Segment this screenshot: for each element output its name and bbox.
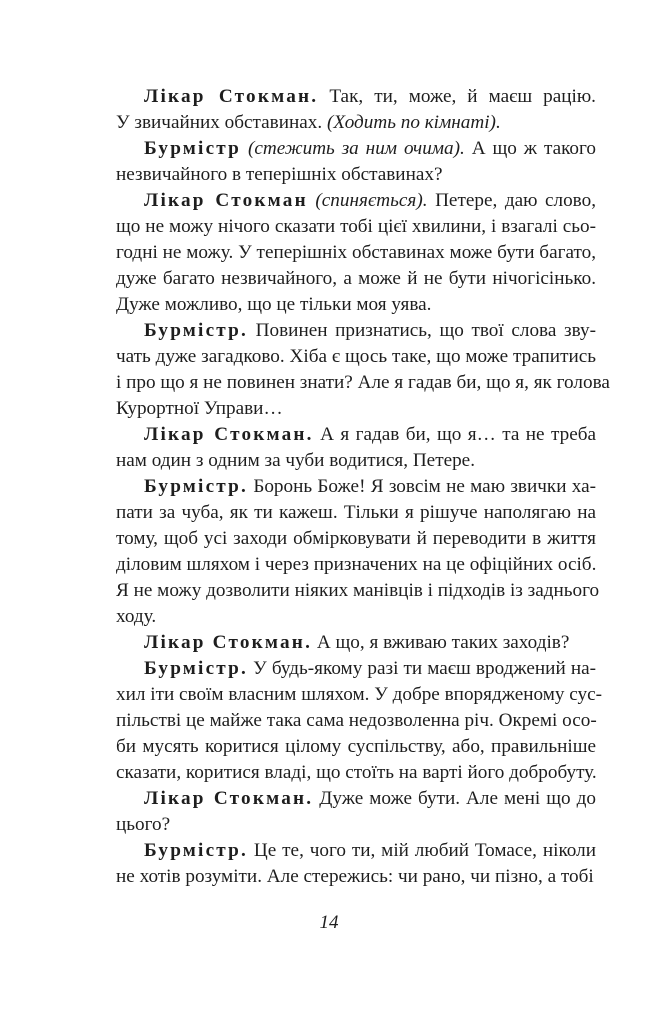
line-text: Дуже можливо, що це тільки моя уява. (116, 294, 432, 315)
speaker-name: Лікар Стокман. (144, 424, 314, 445)
line-text: чать дуже загадково. Хіба є щось таке, що може трапитись (116, 346, 596, 367)
stage-direction: (стежить за ним очима). (247, 138, 465, 159)
line-text: Так, ти, може, й маєш рацію. (318, 86, 596, 107)
speaker-name: Лікар Стокман. (144, 86, 319, 107)
text-line (116, 136, 596, 162)
line-text: годні не можу. У теперішніх обставинах може бути багато, (116, 242, 596, 263)
line-text: Дуже може бути. Але мені що до (313, 788, 596, 809)
line-text: би мусять коритися цілому суспільству, або, правильніше (116, 736, 596, 757)
line-text: дуже багато незвичайного, а може й не бути нічогісінько. (116, 268, 596, 289)
text-line (116, 526, 596, 552)
text-line (116, 214, 596, 240)
line-text: незвичайного в теперішніх обставинах? (116, 164, 443, 185)
line-text: нам один з одним за чуби водитися, Петере. (116, 450, 475, 471)
text-line (116, 656, 596, 682)
text-line (116, 734, 596, 760)
line-text: А що ж такого (464, 138, 597, 159)
line-text: діловим шляхом і через призначених на це офіційних осіб. (116, 554, 597, 575)
line-text: ходу. (116, 606, 157, 627)
stage-direction: (Ходить по кімнаті). (326, 112, 501, 133)
text-line (116, 188, 596, 214)
speaker-name: Лікар Стокман. (144, 788, 314, 809)
line-text: хил іти своїм власним шляхом. У добре впорядженому сус- (116, 684, 603, 705)
line-text: не хотів розуміти. Але стережись: чи рано, чи пізно, а тобі (116, 866, 594, 887)
line-text: Петере, даю слово, (427, 190, 596, 211)
text-line (116, 604, 596, 630)
line-text: Я не можу дозволити ніяких манівців і підходів із заднього (116, 580, 600, 601)
line-text: А я гадав би, що я… та не треба (313, 424, 596, 445)
text-line (116, 266, 596, 292)
text-line (116, 370, 610, 396)
text-line (116, 292, 596, 318)
speaker-name: Бурмістр. (144, 658, 249, 679)
text-line (116, 318, 596, 344)
text-line (116, 344, 596, 370)
speaker-name: Бурмістр. (144, 476, 249, 497)
text-line (116, 240, 596, 266)
line-text: У будь-якому разі ти маєш вроджений на- (248, 658, 596, 679)
text-line (116, 162, 596, 188)
speaker-name: Бурмістр. (144, 840, 249, 861)
line-text: Боронь Боже! Я зовсім не маю звички ха- (248, 476, 596, 497)
page-number: 14 (319, 912, 339, 933)
line-text: цього? (116, 814, 171, 835)
line-text: У звичайних обставинах. (116, 112, 327, 133)
text-line (116, 630, 596, 656)
line-text: сказати, коритися владі, що стоїть на варті його добробуту. (116, 762, 597, 783)
text-line (116, 682, 603, 708)
line-text: Курортної Управи… (116, 398, 283, 419)
text-line (116, 864, 596, 890)
text-line (116, 110, 596, 136)
line-text: А що, я вживаю таких заходів? (312, 632, 570, 653)
text-line (116, 786, 596, 812)
speaker-name: Бурмістр (144, 138, 242, 159)
line-text: Це те, чого ти, мій любий Томасе, ніколи (248, 840, 596, 861)
text-line (116, 812, 596, 838)
text-line (116, 396, 596, 422)
line-text: Повинен признатись, що твої слова зву- (248, 320, 596, 341)
text-line (116, 760, 596, 786)
line-text (241, 138, 248, 159)
text-line (116, 708, 596, 734)
line-text: і про що я не повинен знати? Але я гадав би, що я, як голова (116, 372, 610, 393)
speaker-name: Бурмістр. (144, 320, 249, 341)
line-text: пати за чуба, як ти кажеш. Тільки я рішуче наполягаю на (116, 502, 596, 523)
line-text: тому, щоб усі заходи обмірковувати й переводити в життя (116, 528, 596, 549)
speaker-name: Лікар Стокман (144, 190, 308, 211)
text-line (116, 84, 596, 110)
line-text: що не можу нічого сказати тобі цієї хвилини, і взагалі сьо- (116, 216, 596, 237)
text-line (116, 838, 596, 864)
text-line (116, 578, 600, 604)
text-line (116, 552, 596, 578)
book-page (116, 80, 610, 940)
text-line (116, 500, 596, 526)
text-line (116, 448, 596, 474)
speaker-name: Лікар Стокман. (144, 632, 313, 653)
text-line (116, 474, 596, 500)
text-line (116, 422, 596, 448)
line-text: пільстві це майже така сама недозволенна річ. Окремі осо- (116, 710, 597, 731)
stage-direction: (спиняється). (315, 190, 428, 211)
